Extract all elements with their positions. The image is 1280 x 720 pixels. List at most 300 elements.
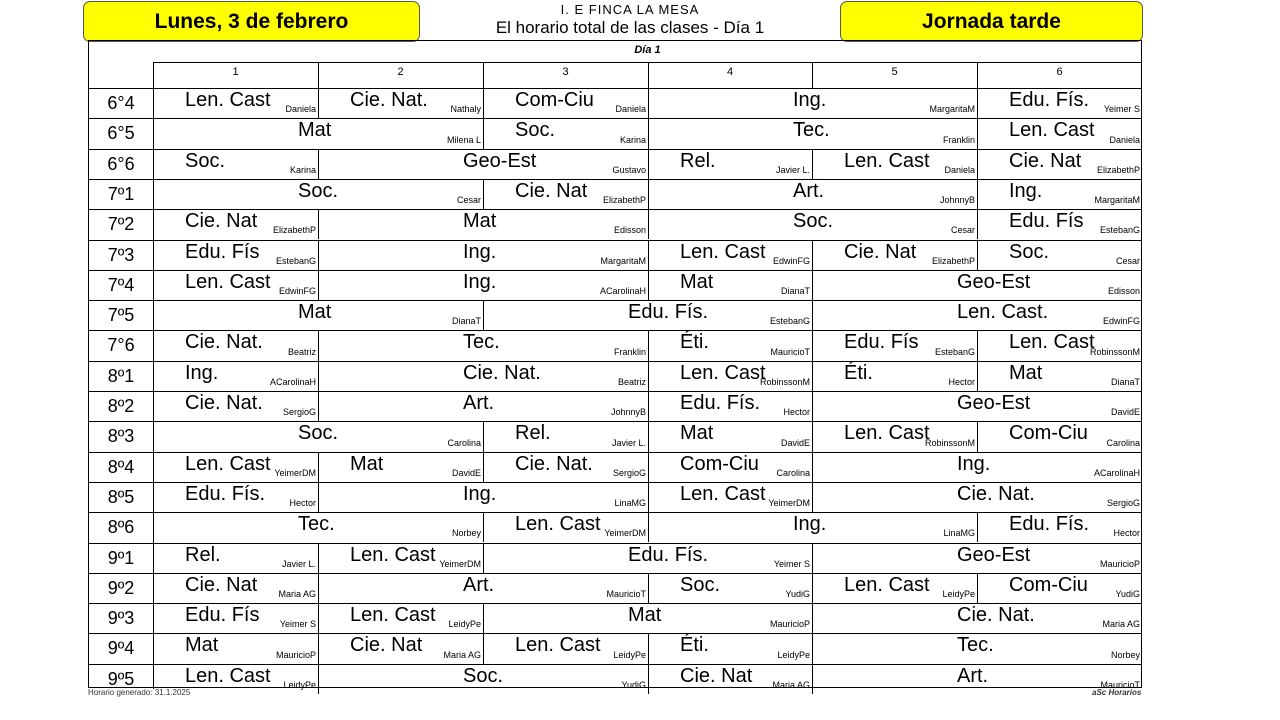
teacher-name: Beatriz: [617, 376, 646, 387]
subject-name: Cie. Nat: [185, 573, 258, 596]
schedule-cell[interactable]: [153, 391, 318, 421]
teacher-name: MargaritaM: [929, 104, 975, 115]
subject-name: Mat: [680, 270, 714, 293]
schedule-cell[interactable]: [483, 603, 812, 633]
schedule-cell[interactable]: [483, 633, 648, 663]
subject-name: Soc.: [463, 664, 504, 687]
teacher-name: MauricioP: [1099, 558, 1140, 569]
class-label: 7º1: [107, 183, 135, 204]
subject-name: Mat: [298, 301, 332, 324]
subject-name: Soc.: [298, 422, 339, 445]
subject-name: Tec.: [463, 331, 500, 354]
teacher-name: DianaT: [1110, 376, 1140, 387]
day-label: Día 1: [634, 44, 661, 56]
class-label: 6°5: [107, 123, 135, 144]
teacher-name: EdwinFG: [772, 255, 810, 266]
schedule-cell[interactable]: [318, 543, 483, 573]
teacher-name: Hector: [948, 376, 975, 387]
teacher-name: ElizabethP: [272, 225, 316, 236]
teacher-name: JohnnyB: [610, 407, 646, 418]
period-number: 6: [1056, 66, 1063, 78]
schedule-cell[interactable]: [648, 179, 977, 209]
schedule-cell[interactable]: [977, 149, 1142, 179]
schedule-cell[interactable]: [318, 391, 648, 421]
subject-name: Ing.: [185, 361, 219, 384]
schedule-cell[interactable]: [812, 633, 1142, 663]
period-number: 5: [891, 66, 898, 78]
subject-name: Soc.: [515, 119, 556, 142]
schedule-cell[interactable]: [318, 330, 648, 360]
schedule-cell[interactable]: [318, 664, 648, 694]
subject-name: Cie. Nat.: [515, 452, 593, 475]
schedule-cell[interactable]: [648, 452, 812, 482]
teacher-name: YudiG: [621, 679, 646, 690]
teacher-name: EstebanG: [769, 316, 810, 327]
subject-name: Len. Cast: [844, 149, 930, 172]
schedule-cell[interactable]: [648, 664, 812, 694]
class-label: 8º4: [107, 456, 135, 477]
subject-name: Mat: [628, 604, 662, 627]
subject-name: Cie. Nat.: [463, 361, 541, 384]
teacher-name: MauricioP: [769, 619, 810, 630]
teacher-name: LinaMG: [614, 498, 646, 509]
subject-name: Len. Cast: [185, 89, 271, 111]
schedule-title: El horario total de las clases - Día 1: [495, 18, 765, 37]
subject-name: Art.: [957, 664, 989, 687]
teacher-name: Daniela: [944, 164, 975, 175]
teacher-name: YeimerDM: [274, 467, 316, 478]
subject-name: Len. Cast: [680, 361, 766, 384]
subject-name: Edu. Fís.: [1009, 89, 1090, 111]
schedule-cell[interactable]: [812, 270, 1142, 300]
class-label: 8º1: [107, 365, 135, 386]
subject-name: Len. Cast: [350, 604, 436, 627]
subject-name: Rel.: [680, 149, 716, 172]
schedule-cell[interactable]: [318, 452, 483, 482]
schedule-cell[interactable]: [648, 209, 977, 239]
subject-name: Mat: [298, 119, 332, 142]
schedule-cell[interactable]: [977, 179, 1142, 209]
teacher-name: ACarolinaH: [599, 286, 646, 297]
teacher-name: EdwinFG: [1102, 316, 1140, 327]
teacher-name: ACarolinaH: [1093, 467, 1140, 478]
teacher-name: Cesar: [456, 195, 481, 206]
subject-name: Len. Cast: [185, 452, 271, 475]
subject-name: Éti.: [844, 361, 873, 384]
subject-name: Edu. Fís: [1009, 210, 1084, 233]
schedule-cell[interactable]: [483, 512, 648, 542]
teacher-name: SergioG: [1106, 498, 1140, 509]
teacher-name: MauricioT: [770, 346, 810, 357]
teacher-name: SergioG: [282, 407, 316, 418]
subject-name: Ing.: [957, 452, 991, 475]
subject-name: Mat: [680, 422, 714, 445]
schedule-cell[interactable]: [977, 118, 1142, 148]
teacher-name: LeidyPe: [942, 589, 975, 600]
schedule-cell[interactable]: [812, 421, 977, 451]
grid-line: [483, 62, 484, 88]
schedule-cell[interactable]: [812, 482, 1142, 512]
subject-name: Soc.: [298, 179, 339, 202]
subject-name: Com-Ciu: [680, 452, 759, 475]
period-number: 4: [726, 66, 734, 78]
subject-name: Cie. Nat.: [185, 392, 263, 414]
schedule-cell[interactable]: [153, 421, 483, 451]
schedule-cell[interactable]: [153, 88, 318, 118]
schedule-cell[interactable]: [318, 240, 648, 270]
class-label: 9º1: [107, 547, 135, 568]
schedule-cell[interactable]: [483, 452, 648, 482]
subject-name: Cie. Nat: [1009, 149, 1082, 172]
shift-badge: Jornada tarde: [840, 1, 1143, 42]
subject-name: Len. Cast: [680, 482, 766, 505]
schedule-cell[interactable]: [812, 330, 977, 360]
subject-name: Ing.: [463, 240, 497, 263]
class-label: 8º6: [107, 517, 135, 538]
teacher-name: MauricioP: [275, 649, 316, 660]
subject-name: Edu. Fís: [185, 604, 260, 627]
subject-name: Art.: [463, 392, 495, 414]
schedule-cell[interactable]: [812, 391, 1142, 421]
grid-line: [648, 62, 649, 88]
teacher-name: Hector: [1113, 528, 1140, 539]
teacher-name: MargaritaM: [600, 255, 646, 266]
schedule-cell[interactable]: [153, 482, 318, 512]
schedule-cell[interactable]: [153, 543, 318, 573]
schedule-cell[interactable]: [648, 361, 812, 391]
timetable-grid: [88, 40, 1142, 688]
schedule-cell[interactable]: [318, 149, 648, 179]
subject-name: Len. Cast: [844, 573, 930, 596]
schedule-cell[interactable]: [318, 361, 648, 391]
schedule-cell[interactable]: [483, 118, 648, 148]
teacher-name: Maria AG: [1102, 619, 1140, 630]
class-label: 8º3: [107, 426, 135, 447]
class-label: 9º3: [107, 608, 135, 629]
schedule-cell[interactable]: [648, 149, 812, 179]
teacher-name: ACarolinaH: [269, 376, 316, 387]
schedule-cell[interactable]: [977, 421, 1142, 451]
subject-name: Len. Cast: [680, 240, 766, 263]
schedule-cell[interactable]: [648, 330, 812, 360]
subject-name: Cie. Nat: [185, 210, 258, 233]
class-label: 9º5: [107, 668, 135, 689]
teacher-name: Javier L.: [775, 164, 810, 175]
teacher-name: MauricioT: [606, 589, 646, 600]
subject-name: Com-Ciu: [515, 89, 594, 111]
subject-name: Soc.: [185, 149, 226, 172]
generated-note: Horario generado: 31.1.2025: [88, 688, 191, 697]
subject-name: Len. Cast: [844, 422, 930, 445]
teacher-name: Maria AG: [772, 679, 810, 690]
teacher-name: Norbey: [1110, 649, 1140, 660]
subject-name: Tec.: [793, 119, 830, 142]
subject-name: Tec.: [957, 634, 994, 657]
class-label: 7º4: [107, 274, 135, 295]
schedule-cell[interactable]: [977, 330, 1142, 360]
schedule-cell[interactable]: [812, 361, 977, 391]
schedule-cell[interactable]: [648, 421, 812, 451]
schedule-cell[interactable]: [648, 88, 977, 118]
schedule-cell[interactable]: [153, 330, 318, 360]
teacher-name: Norbey: [451, 528, 481, 539]
subject-name: Éti.: [680, 331, 709, 354]
subject-name: Cie. Nat: [350, 634, 423, 657]
teacher-name: DianaT: [780, 286, 810, 297]
subject-name: Edu. Fís.: [628, 543, 709, 566]
teacher-name: Maria AG: [278, 589, 316, 600]
schedule-cell[interactable]: [153, 512, 483, 542]
schedule-cell[interactable]: [153, 633, 318, 663]
class-label: 9º4: [107, 638, 135, 659]
subject-name: Geo-Est: [957, 392, 1031, 414]
subject-name: Cie. Nat: [680, 664, 753, 687]
subject-name: Edu. Fís.: [680, 392, 761, 414]
teacher-name: DavidE: [780, 437, 810, 448]
teacher-name: YudiG: [785, 589, 810, 600]
schedule-cell[interactable]: [153, 573, 318, 603]
schedule-cell[interactable]: [977, 88, 1142, 118]
teacher-name: SergioG: [612, 467, 646, 478]
teacher-name: MauricioT: [1100, 679, 1140, 690]
schedule-cell[interactable]: [153, 270, 318, 300]
subject-name: Geo-Est: [957, 543, 1031, 566]
schedule-cell[interactable]: [648, 391, 812, 421]
schedule-cell[interactable]: [153, 452, 318, 482]
subject-name: Len. Cast: [515, 513, 601, 536]
schedule-cell[interactable]: [318, 603, 483, 633]
subject-name: Len. Cast.: [957, 301, 1049, 324]
schedule-cell[interactable]: [812, 573, 977, 603]
subject-name: Mat: [350, 452, 384, 475]
teacher-name: Maria AG: [443, 649, 481, 660]
schedule-cell[interactable]: [153, 240, 318, 270]
teacher-name: Hector: [289, 498, 316, 509]
teacher-name: ElizabethP: [931, 255, 975, 266]
subject-name: Soc.: [680, 573, 721, 596]
subject-name: Mat: [185, 634, 219, 657]
subject-name: Rel.: [515, 422, 551, 445]
subject-name: Ing.: [793, 513, 827, 536]
teacher-name: LeidyPe: [283, 679, 316, 690]
teacher-name: Nathaly: [450, 104, 481, 115]
subject-name: Cie. Nat.: [957, 604, 1035, 627]
subject-name: Cie. Nat: [515, 179, 588, 202]
teacher-name: LeidyPe: [777, 649, 810, 660]
teacher-name: DavidE: [451, 467, 481, 478]
teacher-name: EstebanG: [934, 346, 975, 357]
schedule-cell[interactable]: [812, 603, 1142, 633]
teacher-name: Hector: [783, 407, 810, 418]
schedule-cell[interactable]: [483, 300, 812, 330]
teacher-name: LinaMG: [943, 528, 975, 539]
subject-name: Art.: [793, 179, 825, 202]
schedule-cell[interactable]: [153, 209, 318, 239]
subject-name: Edu. Fís.: [628, 301, 709, 324]
teacher-name: Karina: [619, 134, 646, 145]
subject-name: Cie. Nat.: [185, 331, 263, 354]
schedule-cell[interactable]: [812, 452, 1142, 482]
teacher-name: Daniela: [285, 104, 316, 115]
subject-name: Cie. Nat.: [350, 89, 428, 111]
subject-name: Geo-Est: [463, 149, 537, 172]
teacher-name: Gustavo: [612, 164, 646, 175]
class-label: 7º3: [107, 244, 135, 265]
class-label: 7°6: [107, 335, 135, 356]
teacher-name: Yeimer S: [279, 619, 316, 630]
teacher-name: Yeimer S: [773, 558, 810, 569]
schedule-cell[interactable]: [977, 209, 1142, 239]
subject-name: Len. Cast: [350, 543, 436, 566]
teacher-name: Javier L.: [611, 437, 646, 448]
class-label: 8º5: [107, 486, 135, 507]
school-name: I. E FINCA LA MESA: [560, 2, 700, 17]
schedule-cell[interactable]: [318, 633, 483, 663]
subject-name: Ing.: [463, 482, 497, 505]
grid-line: [977, 62, 978, 88]
subject-name: Cie. Nat.: [957, 482, 1035, 505]
teacher-name: ElizabethP: [602, 195, 646, 206]
subject-name: Éti.: [680, 634, 709, 657]
teacher-name: Edisson: [613, 225, 646, 236]
schedule-cell[interactable]: [318, 482, 648, 512]
schedule-cell[interactable]: [153, 361, 318, 391]
subject-name: Len. Cast: [185, 664, 271, 687]
subject-name: Ing.: [793, 89, 827, 111]
schedule-cell[interactable]: [153, 179, 483, 209]
teacher-name: EdwinFG: [278, 286, 316, 297]
subject-name: Com-Ciu: [1009, 573, 1088, 596]
teacher-name: MargaritaM: [1094, 195, 1140, 206]
teacher-name: Beatriz: [287, 346, 316, 357]
period-number: 3: [562, 66, 569, 78]
class-label: 9º2: [107, 577, 135, 598]
teacher-name: Carolina: [776, 467, 810, 478]
subject-name: Mat: [463, 210, 497, 233]
period-number: 1: [232, 66, 239, 78]
period-number: 2: [397, 66, 404, 78]
teacher-name: Karina: [289, 164, 316, 175]
subject-name: Soc.: [1009, 240, 1050, 263]
class-label: 6°6: [107, 153, 135, 174]
schedule-cell[interactable]: [812, 149, 977, 179]
schedule-cell[interactable]: [483, 421, 648, 451]
schedule-cell[interactable]: [977, 240, 1142, 270]
teacher-name: YudiG: [1115, 589, 1140, 600]
class-label: 8º2: [107, 396, 135, 416]
schedule-cell[interactable]: [483, 179, 648, 209]
schedule-cell[interactable]: [648, 118, 977, 148]
teacher-name: Javier L.: [281, 558, 316, 569]
grid-line: [812, 62, 813, 88]
teacher-name: YeimerDM: [604, 528, 646, 539]
schedule-cell[interactable]: [648, 270, 812, 300]
subject-name: Len. Cast: [185, 270, 271, 293]
schedule-cell[interactable]: [483, 543, 812, 573]
subject-name: Com-Ciu: [1009, 422, 1088, 445]
class-label: 6°4: [107, 93, 135, 113]
teacher-name: RobinssonM: [1089, 346, 1140, 357]
subject-name: Tec.: [298, 513, 335, 536]
schedule-cell[interactable]: [977, 512, 1142, 542]
teacher-name: Carolina: [447, 437, 481, 448]
schedule-cell[interactable]: [318, 88, 483, 118]
subject-name: Soc.: [793, 210, 834, 233]
schedule-cell[interactable]: [648, 512, 977, 542]
schedule-cell[interactable]: [648, 633, 812, 663]
teacher-name: Carolina: [1106, 437, 1140, 448]
subject-name: Mat: [1009, 361, 1043, 384]
teacher-name: LeidyPe: [448, 619, 481, 630]
schedule-cell[interactable]: [153, 603, 318, 633]
schedule-cell[interactable]: [153, 149, 318, 179]
teacher-name: YeimerDM: [439, 558, 481, 569]
software-credit: aSc Horarios: [1092, 688, 1142, 697]
schedule-cell[interactable]: [318, 573, 648, 603]
teacher-name: Franklin: [942, 134, 975, 145]
teacher-name: DavidE: [1110, 407, 1140, 418]
schedule-cell[interactable]: [318, 209, 648, 239]
teacher-name: JohnnyB: [939, 195, 975, 206]
schedule-cell[interactable]: [648, 482, 812, 512]
teacher-name: DianaT: [451, 316, 481, 327]
date-badge: Lunes, 3 de febrero: [83, 1, 420, 42]
schedule-cell[interactable]: [977, 361, 1142, 391]
schedule-cell[interactable]: [812, 240, 977, 270]
schedule-cell[interactable]: [812, 300, 1142, 330]
schedule-cell[interactable]: [483, 88, 648, 118]
subject-name: Len. Cast: [1009, 119, 1095, 142]
teacher-name: Edisson: [1107, 286, 1140, 297]
subject-name: Edu. Fís: [844, 331, 919, 354]
schedule-cell[interactable]: [318, 270, 648, 300]
subject-name: Cie. Nat: [844, 240, 917, 263]
schedule-cell[interactable]: [648, 573, 812, 603]
subject-name: Edu. Fís: [185, 240, 260, 263]
teacher-name: RobinssonM: [924, 437, 975, 448]
teacher-name: Franklin: [613, 346, 646, 357]
subject-name: Edu. Fís.: [185, 482, 266, 505]
schedule-cell[interactable]: [153, 118, 483, 148]
teacher-name: Cesar: [1115, 255, 1140, 266]
schedule-cell[interactable]: [648, 240, 812, 270]
teacher-name: Daniela: [1109, 134, 1140, 145]
class-label: 7º2: [107, 214, 135, 235]
subject-name: Ing.: [463, 270, 497, 293]
subject-name: Art.: [463, 573, 495, 596]
schedule-cell[interactable]: [153, 300, 483, 330]
subject-name: Geo-Est: [957, 270, 1031, 293]
teacher-name: Milena L: [446, 134, 481, 145]
teacher-name: EstebanG: [275, 255, 316, 266]
subject-name: Rel.: [185, 543, 221, 566]
subject-name: Len. Cast: [1009, 331, 1095, 354]
teacher-name: YeimerDM: [768, 498, 810, 509]
teacher-name: ElizabethP: [1096, 164, 1140, 175]
subject-name: Edu. Fís.: [1009, 513, 1090, 536]
teacher-name: RobinssonM: [759, 376, 810, 387]
teacher-name: EstebanG: [1099, 225, 1140, 236]
teacher-name: LeidyPe: [613, 649, 646, 660]
teacher-name: Yeimer S: [1103, 104, 1140, 115]
class-label: 7º5: [107, 305, 135, 326]
schedule-cell[interactable]: [977, 573, 1142, 603]
schedule-cell[interactable]: [812, 543, 1142, 573]
teacher-name: Daniela: [615, 104, 646, 115]
teacher-name: Cesar: [950, 225, 975, 236]
grid-line: [318, 62, 319, 88]
subject-name: Len. Cast: [515, 634, 601, 657]
